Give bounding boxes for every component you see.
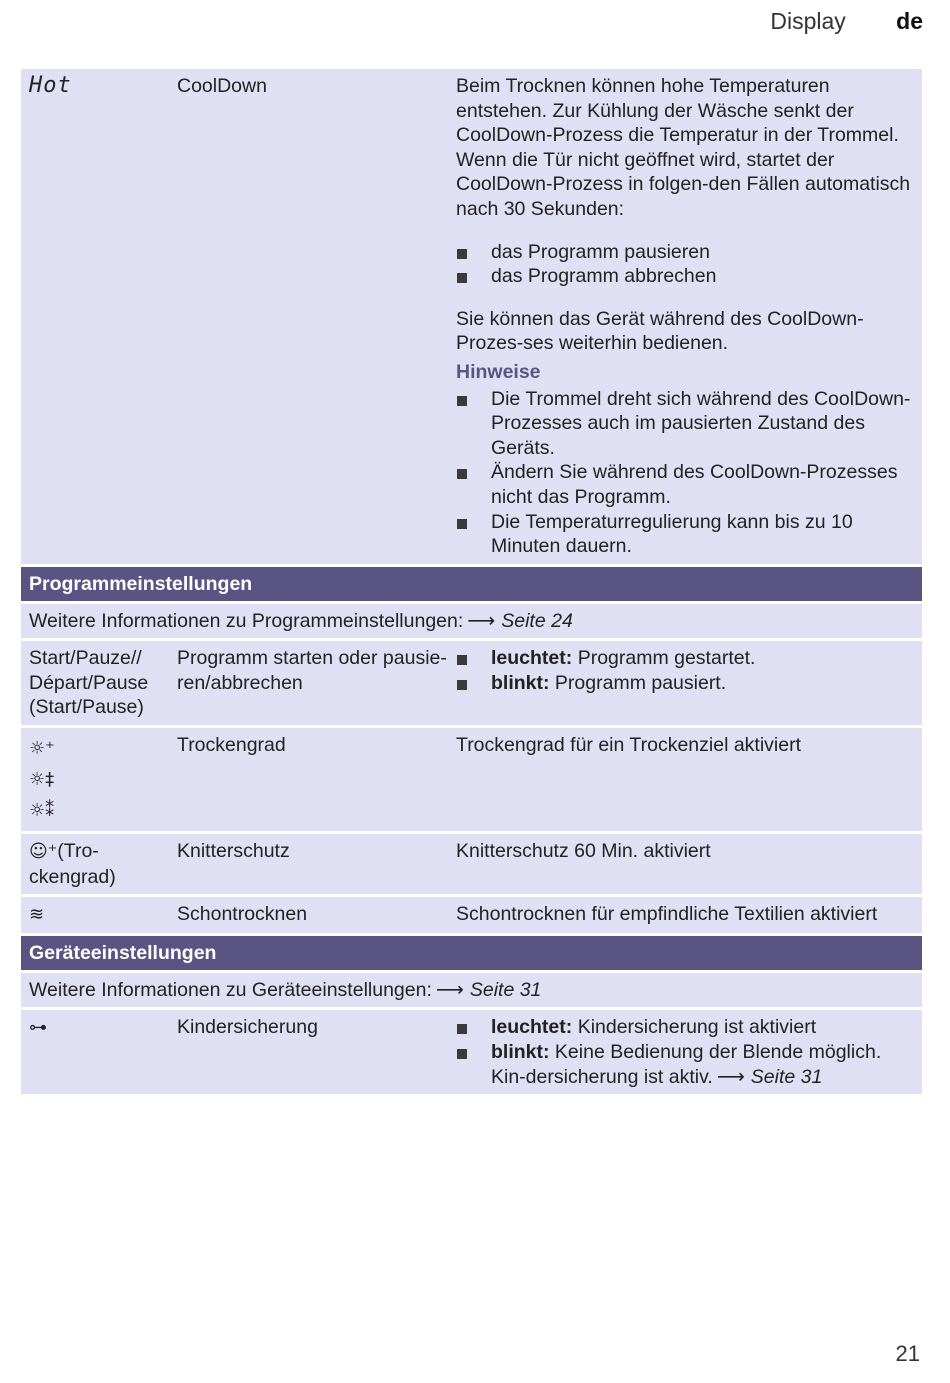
child-lock-states	[456, 1015, 912, 1089]
bullet-square-icon	[457, 680, 467, 690]
arrow-right-icon: ⟶	[467, 609, 496, 632]
start-pause-name: Programm starten oder pausie-ren/abbrechen	[177, 647, 447, 694]
arrow-right-icon: ⟶	[435, 978, 464, 1001]
bullet-square-icon	[457, 519, 467, 529]
page-link[interactable]: Seite 31	[469, 978, 542, 1001]
cooldown-row	[21, 69, 922, 567]
bullet-square-icon	[457, 469, 467, 479]
child-lock-name: Kindersicherung	[177, 1016, 318, 1039]
page-header	[770, 8, 923, 35]
child-lock-row	[21, 1010, 922, 1097]
gentle-dry-name: Schontrocknen	[177, 903, 308, 926]
bullet-square-icon	[457, 655, 467, 665]
header-section-title: Display	[770, 8, 846, 34]
crease-guard-symbol-note: (Tro-ckengrad)	[29, 840, 116, 888]
list-item: Die Trommel dreht sich während des CoolDown-Prozesses auch im pausierten Zustand des Geräts.	[456, 387, 912, 461]
list-item: Ändern Sie während des CoolDown-Prozesses nicht das Programm.	[456, 460, 912, 509]
start-pause-states	[456, 646, 912, 695]
program-info-row: Weitere Informationen zu Programmeinstellungen: ⟶ Seite 24	[21, 604, 922, 642]
gentle-dry-row	[21, 897, 922, 936]
crease-guard-desc: Knitterschutz 60 Min. aktiviert	[456, 840, 711, 863]
drying-level-2-icon: ☼‡	[29, 769, 55, 791]
list-item: leuchtet: Programm gestartet.	[456, 646, 912, 671]
section-heading-program: Programmeinstellungen	[21, 567, 922, 604]
crease-guard-row	[21, 834, 922, 897]
bullet-square-icon	[457, 273, 467, 283]
start-pause-row	[21, 641, 922, 728]
gentle-dry-icon: ≋	[29, 904, 45, 926]
crease-guard-name: Knitterschutz	[177, 840, 290, 863]
list-item: blinkt: Programm pausiert.	[456, 671, 912, 696]
cooldown-cases	[456, 240, 912, 289]
bullet-square-icon	[457, 249, 467, 259]
notes-title: Hinweise	[456, 360, 541, 383]
child-lock-key-icon: ⊶	[29, 1017, 47, 1039]
bullet-square-icon	[457, 1024, 467, 1034]
drying-level-row	[21, 728, 922, 834]
device-info-row: Weitere Informationen zu Geräteeinstellungen: ⟶ Seite 31	[21, 973, 922, 1011]
display-table	[21, 69, 922, 1097]
section-heading-device: Geräteeinstellungen	[21, 936, 922, 973]
cooldown-operate: Sie können das Gerät während des CoolDown-Prozes-ses weiterhin bedienen.	[456, 307, 864, 355]
gentle-dry-desc: Schontrocknen für empfindliche Textilien aktiviert	[456, 903, 878, 926]
header-language: de	[896, 8, 923, 34]
list-item: das Programm pausieren	[456, 240, 912, 265]
start-pause-symbol: Start/Pauze// Départ/Pause (Start/Pause)	[29, 647, 149, 719]
page-link[interactable]: Seite 24	[501, 609, 573, 632]
page-number: 21	[895, 1341, 920, 1366]
list-item: Die Temperaturregulierung kann bis zu 10 Minuten dauern.	[456, 510, 912, 559]
cooldown-notes	[456, 387, 912, 559]
drying-level-3-icon: ☼⁑	[29, 800, 55, 822]
cooldown-name: CoolDown	[177, 75, 267, 97]
drying-level-name: Trockengrad	[177, 734, 286, 757]
hot-display-symbol: Hot	[29, 73, 72, 98]
bullet-square-icon	[457, 396, 467, 406]
arrow-right-icon: ⟶	[716, 1065, 745, 1088]
list-item: leuchtet: Kindersicherung ist aktiviert	[456, 1015, 912, 1040]
list-item: blinkt: Keine Bedienung der Blende möglich. Kin-dersicherung ist aktiv. ⟶ Seite 31	[456, 1040, 912, 1089]
list-item: das Programm abbrechen	[456, 264, 912, 289]
crease-guard-icon: ☺⁺	[29, 841, 58, 863]
page-link[interactable]: Seite 31	[750, 1065, 823, 1088]
drying-level-desc: Trockengrad für ein Trockenziel aktiviert	[456, 734, 802, 757]
cooldown-intro: Beim Trocknen können hohe Temperaturen entstehen. Zur Kühlung der Wäsche senkt der CoolDown-Prozess die Temperatur in der Trommel. Wenn die Tür nicht geöffnet wird, startet der CoolDown-Prozess in folgen-den Fällen automatisch nach 30 Sekunden:	[456, 75, 911, 220]
bullet-square-icon	[457, 1049, 467, 1059]
drying-level-1-icon: ☼⁺	[29, 738, 55, 760]
